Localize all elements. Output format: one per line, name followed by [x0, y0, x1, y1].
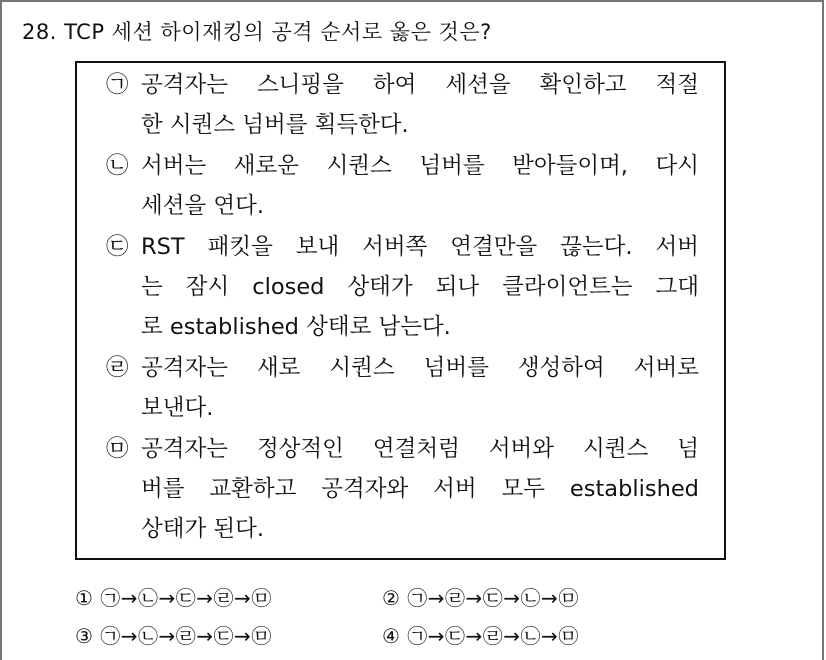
question-text: 28. TCP 세션 하이재킹의 공격 순서로 옳은 것은? [22, 20, 492, 44]
statement-line [106, 509, 699, 549]
statement-marker: ㉡ [106, 153, 129, 179]
word: 서버는 [141, 153, 207, 179]
word: 는 [141, 274, 163, 300]
choice-4[interactable]: ④ ㉠→㉢→㉣→㉡→㉤ [382, 624, 579, 648]
word: 정상적인 [256, 436, 344, 462]
word: 패킷을 [207, 234, 273, 260]
statement-line [106, 307, 699, 347]
word: 연결처럼 [372, 436, 460, 462]
word: 연결만을 [450, 234, 538, 260]
word: 서버와 [488, 436, 555, 462]
statement-5 [106, 429, 699, 549]
statement-line [106, 429, 699, 469]
word: 보내 [295, 234, 340, 260]
statement-text [141, 65, 699, 105]
statement-text [141, 146, 699, 186]
statement-text [141, 348, 699, 388]
word: 끊는다. [560, 234, 633, 260]
statement-text: 보낸다. [141, 395, 214, 421]
word: 넘버를 [419, 153, 485, 179]
statement-3 [106, 227, 699, 347]
word: 새로운 [233, 153, 299, 179]
word: 되나 [435, 274, 480, 300]
word: 공격자는 [141, 355, 228, 381]
word: 공격자는 [141, 436, 228, 462]
word: 스니핑을 [256, 72, 344, 98]
choice-1[interactable]: ① ㉠→㉡→㉢→㉣→㉤ [75, 586, 272, 610]
word: 세션을 [445, 72, 511, 98]
word: 서버 [433, 476, 477, 502]
word: 받아들이며, [512, 153, 628, 179]
statement-line [106, 146, 699, 186]
word: 버를 [141, 476, 185, 502]
statement-text [141, 429, 699, 469]
word: 서버 [655, 234, 699, 260]
statement-line [106, 388, 699, 428]
statement-marker: ㉢ [106, 234, 129, 260]
word: 넘버를 [423, 355, 489, 381]
statement-text [141, 469, 699, 509]
statement-line [106, 469, 699, 509]
statement-text: 상태가 된다. [141, 516, 264, 542]
word: closed [252, 274, 325, 300]
statement-marker: ㉤ [106, 436, 129, 462]
word: 시퀀스 [583, 436, 649, 462]
word: 공격자와 [321, 476, 409, 502]
statement-line [106, 227, 699, 267]
word: 모두 [501, 476, 545, 502]
word: 서버쪽 [362, 234, 428, 260]
statement-2 [106, 146, 699, 226]
statement-text: 한 시퀀스 넘버를 획득한다. [141, 112, 409, 138]
statement-line [106, 65, 699, 105]
passage-box [75, 61, 726, 560]
statement-marker: ㉠ [106, 72, 129, 98]
statement-line [106, 186, 699, 226]
word: 확인하고 [539, 72, 627, 98]
word: 공격자는 [141, 72, 228, 98]
statement-text: 로 established 상태로 남는다. [141, 314, 451, 340]
word: 상태가 [347, 274, 413, 300]
statement-line [106, 348, 699, 388]
word: 클라이언트는 [502, 274, 633, 300]
word: 적절 [655, 72, 699, 98]
word: 서버로 [633, 355, 699, 381]
statement-1 [106, 65, 699, 145]
statement-line [106, 105, 699, 145]
word: 잠시 [185, 274, 230, 300]
word: established [569, 476, 699, 502]
word: 시퀀스 [329, 355, 395, 381]
choice-2[interactable]: ② ㉠→㉣→㉢→㉡→㉤ [382, 586, 579, 610]
statement-text: 세션을 연다. [141, 193, 264, 219]
word: RST [141, 234, 185, 260]
word: 넘 [677, 436, 699, 462]
word: 새로 [256, 355, 301, 381]
statement-4 [106, 348, 699, 428]
statement-text [141, 267, 699, 307]
word: 그대 [655, 274, 699, 300]
statement-line [106, 267, 699, 307]
statement-marker: ㉣ [106, 355, 129, 381]
choice-3[interactable]: ③ ㉠→㉡→㉣→㉢→㉤ [75, 624, 272, 648]
word: 생성하여 [517, 355, 605, 381]
word: 교환하고 [209, 476, 297, 502]
statement-text [141, 227, 699, 267]
word: 시퀀스 [326, 153, 392, 179]
word: 다시 [655, 153, 699, 179]
word: 하여 [372, 72, 417, 98]
